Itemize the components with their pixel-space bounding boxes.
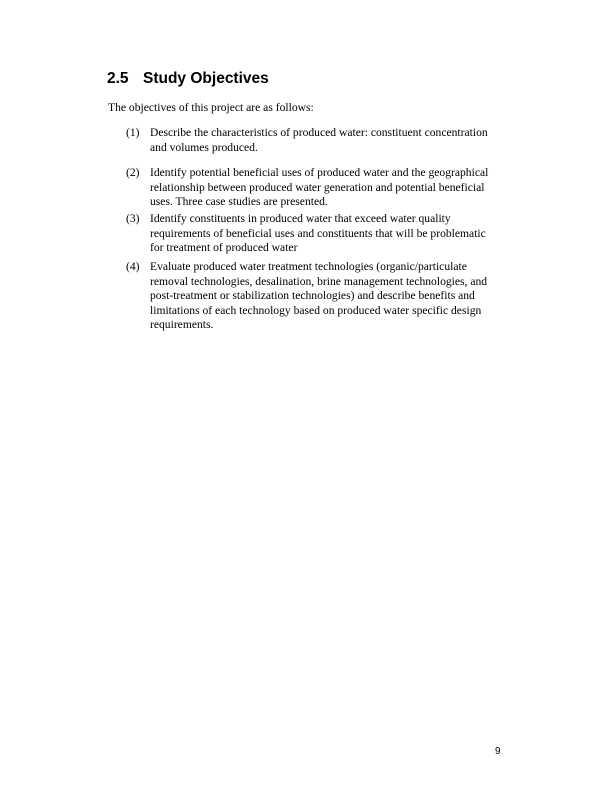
objective-text-line: requirements of beneficial uses and constituents that will be problematic — [150, 226, 486, 240]
section-title: Study Objectives — [143, 70, 269, 87]
objective-number: (2) — [126, 166, 140, 179]
objective-text-line: relationship between produced water generation and potential beneficial — [150, 180, 485, 194]
objective-text — [150, 126, 488, 155]
objective-text-line: limitations of each technology based on produced water specific design — [150, 303, 482, 317]
objective-text-line: and volumes produced. — [150, 140, 258, 154]
objective-text-line: Identify potential beneficial uses of produced water and the geographical — [150, 166, 489, 179]
objective-text-line: for treatment of produced water — [150, 241, 298, 255]
objective-number: (3) — [126, 212, 140, 225]
objective-text-line: requirements. — [150, 318, 214, 332]
objective-text — [150, 212, 486, 256]
objective-number: (1) — [126, 126, 140, 139]
objective-number: (4) — [126, 260, 140, 273]
objective-text-line: Evaluate produced water treatment technologies (organic/particulate — [150, 260, 467, 273]
intro-paragraph: The objectives of this project are as follows: — [108, 101, 314, 114]
objective-text-line: removal technologies, desalination, brine management technologies, and — [150, 274, 488, 288]
section-heading — [107, 70, 269, 88]
page-number: 9 — [495, 746, 501, 757]
objective-text — [150, 166, 488, 210]
objective-text-line: post-treatment or stabilization technologies) and describe benefits and — [150, 289, 475, 303]
objective-text-line: Describe the characteristics of produced water: constituent concentration — [150, 126, 488, 139]
objective-text-line: Identify constituents in produced water that exceed water quality — [150, 212, 451, 225]
objective-text-line: uses. Three case studies are presented. — [150, 195, 328, 209]
objective-text — [150, 260, 487, 333]
section-number: 2.5 — [107, 70, 129, 87]
